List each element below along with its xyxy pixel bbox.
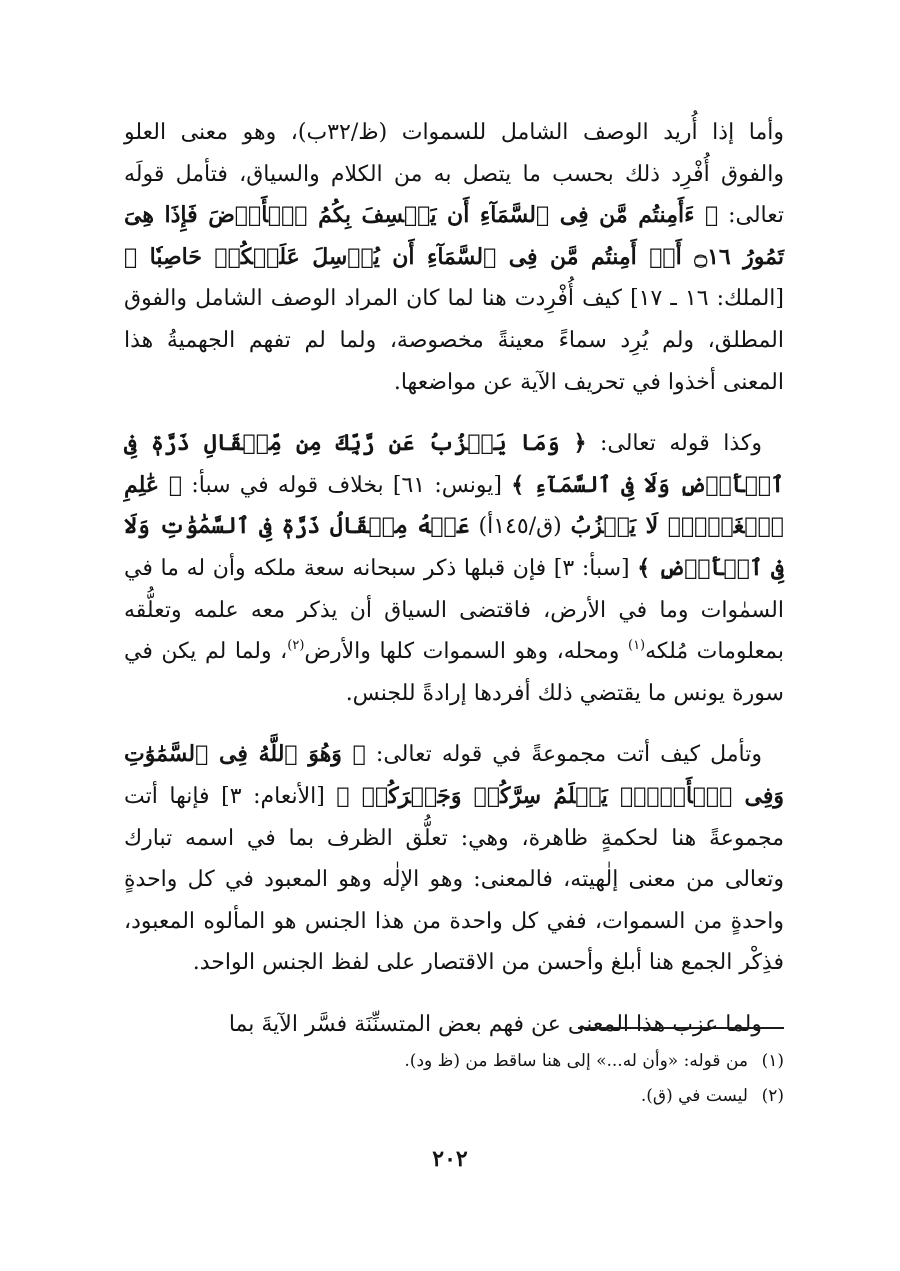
text-run: [يونس: ٦١] بخلاف قوله في سبأ:	[182, 472, 512, 498]
footnote-text: ليست في (ق).	[640, 1086, 748, 1106]
quran-verse: ﴿ وَمَا يَعۡزُبُ عَن رَّبِّكَ مِن مِّثۡقَالِ ذَرَّةٖ فِى ٱلۡأَرۡضِ وَلَا فِى ٱلسَّمَآءِ ﴾	[124, 430, 784, 498]
footnote-text: من قوله: «وأن له...» إلى هنا ساقط من (ظ ود).	[404, 1051, 748, 1071]
footnote-marker-1[interactable]: (١)	[627, 638, 646, 654]
text-run: ، ولما لم يكن في سورة يونس ما يقتضي ذلك أفردها إرادةً للجنس.	[124, 639, 784, 706]
footnotes	[124, 1044, 784, 1114]
paragraph-4	[124, 1004, 784, 1046]
text-run: ومحله، وهو السموات كلها والأرض	[304, 639, 628, 665]
footnote-2	[124, 1079, 784, 1114]
footnote-number: (١)	[761, 1051, 784, 1071]
manuscript-ref: (ق/١٤٥أ)	[469, 514, 571, 540]
quran-verse: ﴿ ءَأَمِنتُم مَّن فِى ٱلسَّمَآءِ أَن يَخۡسِفَ بِكُمُ ٱلۡأَرۡضَ فَإِذَا هِىَ تَمُورُ ۝١٦ أَمۡ أَمِنتُم مَّن فِى ٱلسَّمَآءِ أَن يُرۡسِلَ عَلَيۡكُمۡ حَاصِبٗا ﴾	[124, 202, 784, 270]
text-run: [الملك: ١٦ ـ ١٧] كيف أُفْرِدت هنا لما كان المراد الوصف الشامل والفوق المطلق، ولم يُرِد سماءً معينةً مخصوصة، ولما لم تفهم الجهميةُ هذا المعنى أخذوا في تحريف الآية عن مواضعها.	[124, 286, 784, 395]
text-run: وكذا قوله تعالى:	[586, 431, 762, 457]
paragraph-2	[124, 423, 784, 714]
text-run: ولما عزب هذا المعنى عن فهم بعض المتسنِّنَة فسَّر الآيةَ بما	[228, 1011, 762, 1037]
footnote-1	[124, 1044, 784, 1079]
paragraph-3	[124, 734, 784, 984]
text-run: وتأمل كيف أتت مجموعةً في قوله تعالى:	[365, 742, 763, 768]
text-run: وأما إذا أُريد الوصف الشامل للسموات (ظ/٣٢ب)، وهو معنى العلو والفوق أُفْرِد ذلك بحسب ما يتصل به من الكلام والسياق، فتأمل قولَه تعالى:	[124, 120, 784, 229]
text-run: [سبأ: ٣] فإن قبلها ذكر سبحانه سعة ملكه وأن له ما في السمٰوات وما في الأرض، فاقتضى السياق أن يذكر معه علمه وتعلُّقه بمعلومات مُلكه	[124, 555, 784, 665]
page-number: ٢٠٢	[432, 1146, 468, 1172]
text-run: [الأنعام: ٣] فإنها أتت مجموعةً هنا لحكمةٍ ظاهرة، وهي: تعلُّق الظرف بما في اسمه تبارك وتعالى من معنى إلٰهيته، فالمعنى: وهو الإلٰه وهو المعبود في كل واحدةٍ واحدةٍ من السموات، ففي كل واحدة من هذا الجنس هو المألوه المعبود، فذِكْر الجمع هنا أبلغ وأحسن من الاقتصار على لفظ الجنس الواحد.	[124, 783, 784, 976]
footnote-number: (٢)	[761, 1086, 784, 1106]
quran-verse: ﴿ وَهُوَ ٱللَّهُ فِى ٱلسَّمَٰوَٰتِ وَفِى ٱلۡأَرۡضِۖ يَعۡلَمُ سِرَّكُمۡ وَجَهۡرَكُمۡ ﴾	[124, 741, 785, 809]
quran-verse: عَنۡهُ مِثۡقَالُ ذَرَّةٖ فِى ٱلسَّمَٰوَٰتِ وَلَا فِى ٱلۡأَرۡضِ ﴾	[124, 513, 784, 581]
footnote-divider	[578, 1027, 784, 1029]
quran-verse: ﴿ عَٰلِمِ ٱلۡغَيۡبِۖ لَا يَعۡزُبُ	[124, 471, 784, 540]
footnote-marker-2[interactable]: (٢)	[287, 638, 305, 654]
main-text	[124, 112, 784, 1045]
paragraph-1	[124, 112, 784, 403]
